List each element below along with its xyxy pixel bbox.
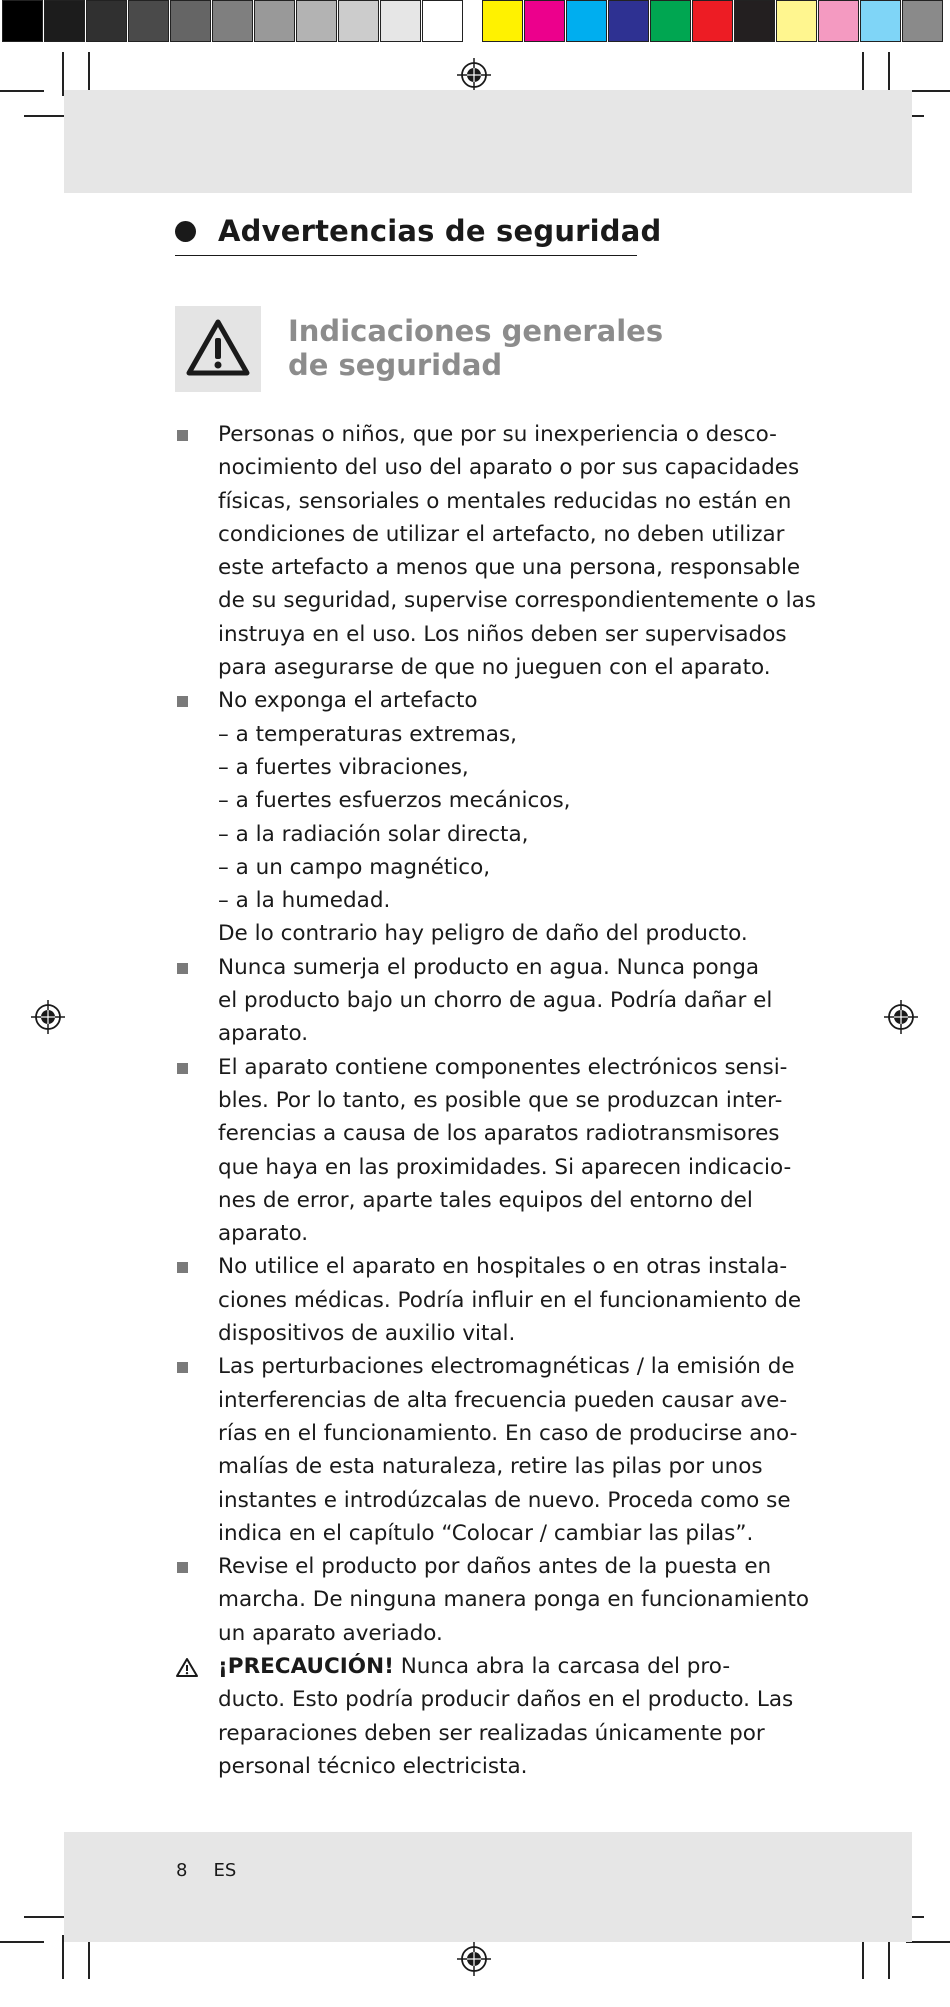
text-line: malías de esta naturaleza, retire las pilas por unos [218, 1454, 763, 1480]
text-line: bles. Por lo tanto, es posible que se produzcan inter- [218, 1087, 783, 1113]
text-line: instruya en el uso. Los niños deben ser supervisados [218, 621, 787, 647]
language-code: ES [213, 1860, 237, 1881]
footer-band [64, 1832, 912, 1942]
calibration-swatch [380, 0, 421, 42]
text-line: este artefacto a menos que una persona, responsable [218, 555, 801, 581]
calibration-swatch [482, 0, 523, 42]
square-bullet-icon [177, 963, 188, 974]
text-line: dispositivos de auxilio vital. [218, 1321, 516, 1347]
caution-text: Nunca abra la carcasa del pro- [393, 1653, 731, 1679]
text-line: nocimiento del uso del aparato o por sus capacidades [218, 455, 800, 481]
text-line: instantes e introdúzcalas de nuevo. Proceda como se [218, 1487, 791, 1513]
square-bullet-icon [177, 430, 188, 441]
text-line: marcha. De ninguna manera ponga en funcionamiento [218, 1587, 810, 1613]
crop-mark [906, 90, 950, 92]
heading-bullet-icon [175, 221, 196, 242]
text-line: Nunca sumerja el producto en agua. Nunca ponga [218, 954, 760, 980]
text-line [218, 1650, 787, 1683]
calibration-swatch [650, 0, 691, 42]
calibration-swatch [254, 0, 295, 42]
text-line: el producto bajo un chorro de agua. Podría dañar el [218, 988, 773, 1014]
square-bullet-icon [177, 696, 188, 707]
registration-mark-icon [457, 1942, 491, 1976]
text-line: – a temperaturas extremas, [218, 721, 517, 747]
color-calibration-bar [482, 0, 944, 44]
square-bullet-icon [177, 1063, 188, 1074]
text-line: interferencias de alta frecuencia pueden causar ave- [218, 1387, 788, 1413]
calibration-swatch [212, 0, 253, 42]
text-line: personal técnico electricista. [218, 1753, 528, 1779]
text-line: ducto. Esto podría producir daños en el producto. Las [218, 1687, 794, 1713]
list-item [175, 1051, 792, 1251]
calibration-swatch [734, 0, 775, 42]
caution-item [175, 1650, 794, 1783]
crop-mark [24, 115, 68, 117]
crop-mark [24, 1916, 68, 1918]
text-line: reparaciones deben ser realizadas únicamente por [218, 1720, 765, 1746]
crop-mark [0, 90, 44, 92]
text-line: de su seguridad, supervise correspondientemente o las [218, 588, 816, 614]
list-item [175, 1550, 810, 1650]
text-line: No exponga el artefacto [218, 688, 478, 714]
text-line: indica en el capítulo “Colocar / cambiar las pilas”. [218, 1520, 754, 1546]
square-bullet-icon [177, 1562, 188, 1573]
text-line: que haya en las proximidades. Si aparecen indicacio- [218, 1154, 792, 1180]
text-line: – a fuertes esfuerzos mecánicos, [218, 788, 571, 814]
text-line: El aparato contiene componentes electrónicos sensi- [218, 1054, 788, 1080]
calibration-swatch [608, 0, 649, 42]
calibration-swatch [860, 0, 901, 42]
text-line: – a la radiación solar directa, [218, 821, 529, 847]
calibration-swatch [524, 0, 565, 42]
calibration-swatch [776, 0, 817, 42]
text-line: aparato. [218, 1021, 309, 1047]
caution-triangle-icon [175, 1657, 199, 1678]
square-bullet-icon [177, 1362, 188, 1373]
text-line: aparato. [218, 1221, 309, 1247]
text-line: Personas o niños, que por su inexperiencia o desco- [218, 422, 777, 447]
calibration-swatch [296, 0, 337, 42]
text-line: para asegurarse de que no jueguen con el aparato. [218, 655, 771, 681]
text-line: físicas, sensoriales o mentales reducidas no están en [218, 488, 792, 514]
section-heading [175, 212, 662, 256]
text-line: – a la humedad. [218, 888, 391, 914]
registration-mark-icon [884, 1000, 918, 1034]
page-footer [176, 1860, 262, 1881]
text-line: – a un campo magnético, [218, 854, 491, 880]
list-item [175, 1250, 802, 1350]
gray-calibration-bar [2, 0, 464, 44]
calibration-swatch [170, 0, 211, 42]
text-line: rías en el funcionamiento. En caso de producirse ano- [218, 1420, 798, 1446]
subsection-title-line: Indicaciones generales [288, 314, 664, 348]
text-line: condiciones de utilizar el artefacto, no deben utilizar [218, 521, 785, 547]
subsection-title [288, 314, 708, 382]
text-line: – a fuertes vibraciones, [218, 754, 469, 780]
list-item [175, 1350, 798, 1550]
page-number: 8 [176, 1860, 188, 1881]
calibration-swatch [2, 0, 43, 42]
warning-box [175, 306, 261, 392]
text-line: No utilice el aparato en hospitales o en otras instala- [218, 1254, 788, 1280]
calibration-swatch [44, 0, 85, 42]
header-band [64, 90, 912, 193]
list-item [175, 951, 787, 1051]
text-line: De lo contrario hay peligro de daño del producto. [218, 921, 748, 947]
text-line: ciones médicas. Podría influir en el funcionamiento de [218, 1287, 802, 1313]
calibration-swatch [86, 0, 127, 42]
registration-mark-icon [31, 1000, 65, 1034]
text-line: un aparato averiado. [218, 1620, 443, 1646]
calibration-swatch [566, 0, 607, 42]
calibration-swatch [692, 0, 733, 42]
text-line: nes de error, aparte tales equipos del entorno del [218, 1187, 753, 1213]
section-title: Advertencias de seguridad [218, 214, 662, 248]
text-line: Las perturbaciones electromagnéticas / la emisión de [218, 1354, 795, 1380]
text-line: Revise el producto por daños antes de la puesta en [218, 1554, 772, 1580]
calibration-swatch [422, 0, 463, 42]
warning-triangle-icon [185, 318, 251, 378]
list-item [175, 418, 816, 684]
caution-label: ¡PRECAUCIÓN! [218, 1653, 394, 1679]
subsection-title-line: de seguridad [288, 348, 503, 382]
crop-mark [906, 1941, 950, 1943]
calibration-swatch [128, 0, 169, 42]
calibration-swatch [818, 0, 859, 42]
registration-mark-icon [457, 58, 491, 92]
text-line: ferencias a causa de los aparatos radiotransmisores [218, 1121, 780, 1147]
calibration-swatch [338, 0, 379, 42]
calibration-swatch [902, 0, 943, 42]
crop-mark [0, 1941, 44, 1943]
list-item [175, 684, 787, 950]
safety-list [175, 418, 816, 1783]
square-bullet-icon [177, 1262, 188, 1273]
